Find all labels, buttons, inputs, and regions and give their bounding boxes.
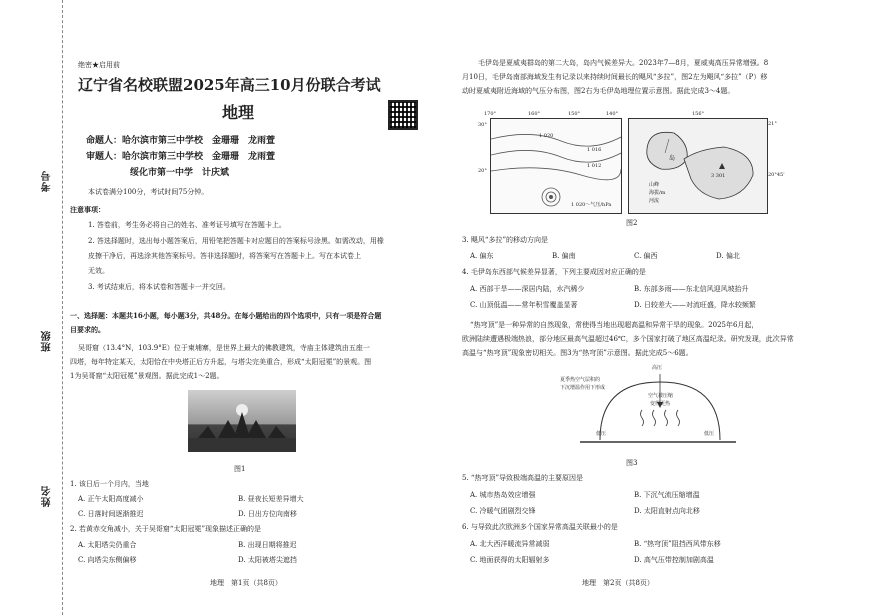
qr-code-icon (388, 100, 418, 130)
q6-option-c: C. 地面获得的太阳辐射多 (470, 556, 550, 564)
legend-elevation: 海拔/m (649, 190, 666, 196)
label-kaohao: 考号 (42, 170, 53, 192)
q6-option-a: A. 北大西洋暖流异常减弱 (470, 540, 550, 548)
q1-option-b: B. 昼夜长短差异增大 (238, 495, 304, 503)
legend-river: 河流 (649, 198, 660, 204)
q3-stem: 3. 飓风“多拉”的移动方向是 (462, 236, 549, 244)
maui-island-map (628, 118, 768, 214)
q2-option-c: C. 向塔尖东侧偏移 (78, 556, 137, 564)
label-banji: 班级 (42, 330, 53, 352)
passage2-1: “热穹顶”是一种异常的自然现象，常使得当地出现超高温和异常干旱的现象。2025年6月起， (470, 321, 759, 329)
q3-option-c: C. 偏西 (634, 252, 658, 260)
q2-option-a: A. 太阳塔尖仍重合 (78, 541, 137, 549)
passage-2: 四塔，每年特定某天，太阳恰在中央塔正后方升起，与塔尖完美重合，形成“太阳冠冕”的景观。图 (70, 358, 372, 366)
q5-option-c: C. 冷暖气团剧烈交锋 (470, 507, 536, 515)
angkor-wat-photo (188, 390, 296, 452)
reviewer-line-2: 绥化市第一中学 计庆斌 (130, 168, 230, 178)
heat-dome-diagram (560, 364, 736, 456)
q6-option-b: B. “热穹顶”阻挡西风带东移 (634, 540, 721, 548)
axis-160: 160° (528, 111, 541, 117)
binding-line (62, 0, 63, 615)
q3-option-d: D. 偏北 (716, 252, 740, 260)
page2-footer: 地理 第2页（共8页） (582, 579, 654, 587)
q2-option-b: B. 出现日期将推迟 (238, 541, 297, 549)
label-sinking: 下沉增温作用下形成 (560, 385, 606, 391)
q3-option-b: B. 偏南 (552, 252, 576, 260)
label-xingming: 姓名 (42, 485, 53, 507)
q5-option-b: B. 下沉气流压缩增温 (634, 491, 700, 499)
axis-156: 156° (692, 111, 705, 117)
note-2c: 无效。 (88, 267, 109, 275)
q1-stem: 1. 该日后一个月内，当地 (70, 480, 149, 488)
note-2b: 皮擦干净后，再选涂其他答案标号。答非选择题时，将答案写在答题卡上。写在本试卷上 (88, 252, 361, 260)
axis-30: 30° (478, 122, 487, 128)
axis-140: 140° (606, 111, 619, 117)
fig3-caption: 图3 (626, 459, 638, 467)
temple-silhouette-icon (188, 390, 296, 452)
q1-option-d: D. 日出方位向南移 (238, 510, 297, 518)
label-low-right: 低压 (704, 431, 715, 437)
axis-21: 21° (768, 121, 777, 127)
intro-1: 毛伊岛是夏威夷群岛的第二大岛，岛内气候差异大。2023年7—8月，夏威夷高压异常增强。8 (478, 59, 769, 67)
passage-1: 吴哥窟（13.4°N，103.9°E）位于柬埔寨，是世界上最大的佛教建筑，寺庙主体建筑由五座一 (78, 344, 370, 352)
axis-150: 150° (568, 111, 581, 117)
q2-option-d: D. 太阳被塔尖遮挡 (238, 556, 297, 564)
passage2-2: 欧洲陆续遭遇极端热浪，部分地区最高气温超过46℃，多个国家打破了地区高温纪录。研究发现，此次异常 (462, 335, 794, 343)
q5-stem: 5. “热穹顶”导致极端高温的主要原因是 (462, 474, 584, 482)
passage2-3: 高温与“热穹顶”现象密切相关。图3为“热穹顶”示意图。据此完成5～6题。 (462, 349, 693, 357)
q4-option-a: A. 西部干旱——深居内陆，水汽稀少 (470, 285, 585, 293)
intro-2: 月10日，毛伊岛南部海域发生有记录以来持续时间最长的飓风“多拉”，图2左为飓风“多拉”（P）移 (462, 73, 768, 81)
intro-3: 动时夏威夷附近海域的气压分布图，图2右为毛伊岛地理位置示意图。据此完成3～4题。 (462, 87, 735, 95)
section1-title: 一、选择题：本题共16小题，每小题3分，共48分。在每小题给出的四个选项中，只有一项是符合题 (70, 311, 382, 320)
isobar-label-1016: 1 016 (587, 147, 602, 153)
isobar-label-1020: 1 020 (539, 133, 554, 139)
proposer-line: 命题人：哈尔滨市第三中学校 金珊珊 龙雨萱 (86, 136, 276, 146)
secret-label: 绝密★启用前 (78, 61, 120, 69)
pressure-map (490, 118, 622, 214)
score-info: 本试卷满分100分，考试时间75分钟。 (88, 188, 209, 196)
note-1: 1. 答卷前，考生务必将自己的姓名、准考证号填写在答题卡上。 (88, 221, 286, 229)
q4-option-c: C. 山顶低温——常年积雪覆盖显著 (470, 301, 578, 309)
notes-title: 注意事项： (70, 205, 105, 214)
note-2: 2. 答选择题时，选出每小题答案后，用铅笔把答题卡对应题目的答案标号涂黑。如需改动，用橡 (88, 237, 384, 245)
q5-option-a: A. 城市热岛效应增强 (470, 491, 536, 499)
label-high-pressure: 高压 (652, 365, 663, 371)
exam-title: 辽宁省名校联盟2025年高三10月份联合考试 (78, 76, 381, 94)
page1-footer: 地理 第1页（共8页） (210, 579, 282, 587)
subject-title: 地理 (222, 103, 255, 122)
axis-170: 170° (484, 111, 497, 117)
label-low-left: 低压 (596, 431, 607, 437)
axis-20: 20° (478, 168, 487, 174)
pressure-legend: 1 020～气压/hPa (571, 202, 612, 208)
q3-option-a: A. 偏东 (470, 252, 494, 260)
note-3: 3. 考试结束后，将本试卷和答题卡一并交回。 (88, 283, 230, 291)
q4-option-d: D. 日较差大——对流旺盛，降水较频繁 (634, 301, 756, 309)
q4-stem: 4. 毛伊岛东西部气候差异显著，下列主要成因对应正确的是 (462, 268, 646, 276)
passage-3: 1为吴哥窟“太阳冠冕”景观图。据此完成1～2题。 (70, 372, 224, 380)
q6-stem: 6. 与导致此次欧洲多个国家异常高温关联最小的是 (462, 523, 618, 531)
label-hotter: 变得更热 (650, 401, 671, 407)
peak-elevation: 3 301 (711, 173, 726, 179)
q1-option-c: C. 日落时间逐渐推迟 (78, 510, 144, 518)
q1-option-a: A. 正午太阳高度减小 (78, 495, 144, 503)
q6-option-d: D. 高气压带控制加剧高温 (634, 556, 714, 564)
fig2-caption: 图2 (626, 219, 638, 227)
legend-peak: 山峰 (649, 182, 660, 188)
q5-option-d: D. 太阳直射点向北移 (634, 507, 700, 515)
fig1-caption: 图1 (234, 465, 246, 473)
isobar-label-1012: 1 012 (587, 163, 602, 169)
q4-option-b: B. 东部多雨——东北信风迎风坡抬升 (634, 285, 749, 293)
label-compressed: 空气被压缩 (648, 393, 674, 399)
island-label: 岛 (669, 155, 676, 162)
section1-title-b: 目要求的。 (70, 325, 105, 334)
axis-20-45: 20°45' (768, 172, 785, 178)
reviewer-line: 审题人：哈尔滨市第三中学校 金珊珊 龙雨萱 (86, 152, 276, 162)
q2-stem: 2. 若黄赤交角减小，关于吴哥窟“太阳冠冕”现象描述正确的是 (70, 525, 262, 533)
label-warm-air: 夏季热空气层积的 (560, 377, 601, 383)
